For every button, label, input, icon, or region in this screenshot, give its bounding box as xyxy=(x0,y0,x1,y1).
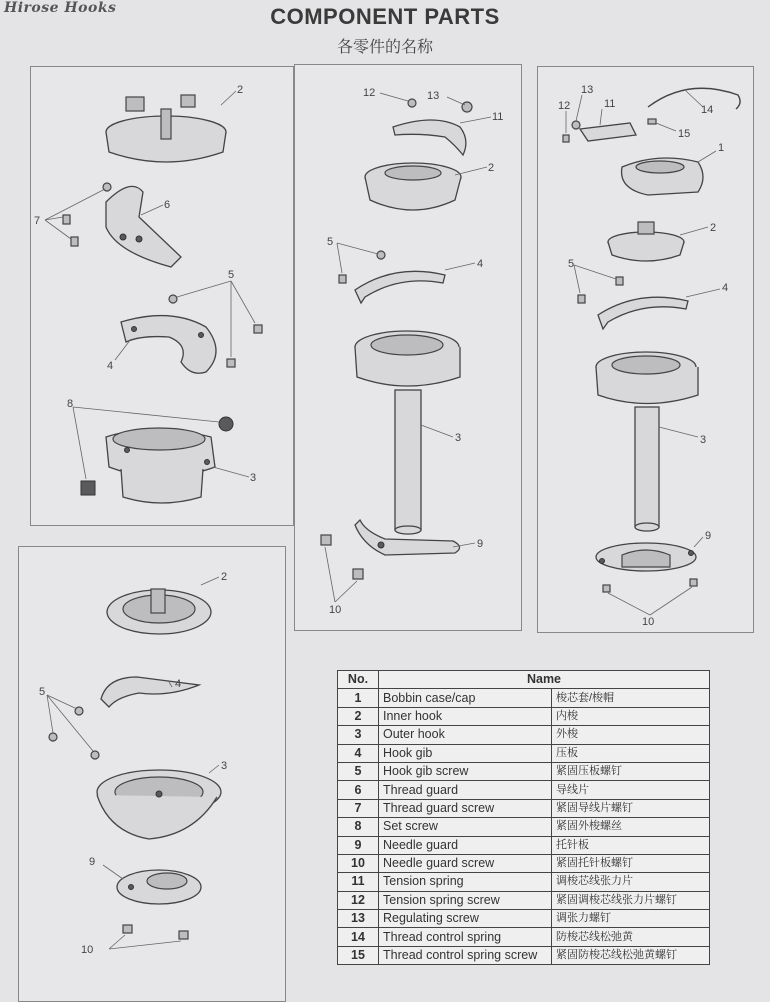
part-name-en: Set screw xyxy=(379,818,552,836)
part-name-en: Needle guard xyxy=(379,836,552,854)
inner-hook-drawing xyxy=(106,95,226,162)
table-row xyxy=(338,873,710,891)
table-row xyxy=(338,836,710,854)
table-row xyxy=(338,910,710,928)
callout-13: 13 xyxy=(581,84,594,96)
outer-hook-drawing xyxy=(355,331,460,534)
part-number: 1 xyxy=(338,689,379,707)
table-row xyxy=(338,707,710,725)
part-number: 3 xyxy=(338,726,379,744)
inner-hook-drawing xyxy=(608,222,684,261)
callout-3: 3 xyxy=(455,432,462,444)
hook-gib-drawing xyxy=(121,316,216,374)
callout-10: 10 xyxy=(81,944,94,956)
outer-hook-drawing xyxy=(106,428,215,503)
part-name-cn: 内梭 xyxy=(552,707,710,725)
callout-15: 15 xyxy=(678,128,691,140)
part-name-cn: 紧固防梭芯线松弛黄螺钉 xyxy=(552,946,710,964)
callout-3: 3 xyxy=(700,434,707,446)
part-name-en: Thread guard xyxy=(379,781,552,799)
callout-12: 12 xyxy=(363,87,376,99)
part-name-cn: 调张力螺钉 xyxy=(552,910,710,928)
hook-gib-drawing xyxy=(101,677,199,707)
part-number: 11 xyxy=(338,873,379,891)
part-number: 13 xyxy=(338,910,379,928)
part-number: 15 xyxy=(338,946,379,964)
callout-4: 4 xyxy=(175,678,182,690)
part-name-cn: 托针板 xyxy=(552,836,710,854)
part-number: 6 xyxy=(338,781,379,799)
callout-7: 7 xyxy=(34,215,41,227)
hook-gib-drawing xyxy=(598,297,688,329)
part-name-cn: 外梭 xyxy=(552,726,710,744)
part-name-en: Hook gib xyxy=(379,744,552,762)
diagram-panel-4 xyxy=(18,546,286,1002)
part-name-en: Thread guard screw xyxy=(379,799,552,817)
outer-hook-drawing xyxy=(596,352,698,531)
tension-spring-drawing xyxy=(393,120,466,155)
callout-4: 4 xyxy=(477,258,484,270)
part-name-cn: 调梭芯线张力片 xyxy=(552,873,710,891)
column-header-no: No. xyxy=(338,671,379,689)
callout-9: 9 xyxy=(705,530,712,542)
table-row xyxy=(338,781,710,799)
callout-11: 11 xyxy=(604,98,616,110)
part-number: 2 xyxy=(338,707,379,725)
callout-3: 3 xyxy=(250,472,257,484)
part-number: 10 xyxy=(338,854,379,872)
callout-12: 12 xyxy=(558,100,571,112)
callout-2: 2 xyxy=(488,162,495,174)
callout-8: 8 xyxy=(67,398,74,410)
table-row xyxy=(338,946,710,964)
callout-14: 14 xyxy=(701,104,714,116)
page-title: COMPONENT PARTS xyxy=(270,4,500,29)
table-row xyxy=(338,854,710,872)
part-name-en: Tension spring screw xyxy=(379,891,552,909)
part-name-en: Inner hook xyxy=(379,707,552,725)
part-name-cn: 紧固托针板螺钉 xyxy=(552,854,710,872)
part-name-cn: 梭芯套/梭帽 xyxy=(552,689,710,707)
callout-4: 4 xyxy=(107,360,114,372)
part-name-en: Outer hook xyxy=(379,726,552,744)
part-name-en: Tension spring xyxy=(379,873,552,891)
column-header-name: Name xyxy=(379,671,710,689)
part-name-cn: 紧固压板螺钉 xyxy=(552,762,710,780)
thread-guard-screws xyxy=(63,183,111,246)
part-number: 8 xyxy=(338,818,379,836)
part-number: 5 xyxy=(338,762,379,780)
callout-9: 9 xyxy=(477,538,484,550)
part-name-en: Regulating screw xyxy=(379,910,552,928)
needle-guard-drawing xyxy=(117,870,201,904)
part-name-cn: 紧固外梭螺丝 xyxy=(552,818,710,836)
needle-guard-drawing xyxy=(596,543,696,571)
part-name-cn: 防梭芯线松弛黄 xyxy=(552,928,710,946)
table-row xyxy=(338,818,710,836)
parts-table-body xyxy=(338,689,710,965)
part-name-en: Thread control spring screw xyxy=(379,946,552,964)
hook-gib-drawing xyxy=(355,271,445,303)
callout-3: 3 xyxy=(221,760,228,772)
callout-10: 10 xyxy=(642,616,655,628)
part-name-en: Thread control spring xyxy=(379,928,552,946)
callout-2: 2 xyxy=(221,571,228,583)
callout-10: 10 xyxy=(329,604,342,616)
table-row xyxy=(338,891,710,909)
callout-13: 13 xyxy=(427,90,440,102)
callout-9: 9 xyxy=(89,856,96,868)
part-number: 12 xyxy=(338,891,379,909)
part-number: 9 xyxy=(338,836,379,854)
callout-5: 5 xyxy=(568,258,575,270)
part-name-cn: 压板 xyxy=(552,744,710,762)
diagram-panel-2 xyxy=(294,64,522,631)
exploded-view-2 xyxy=(295,65,521,630)
table-row xyxy=(338,762,710,780)
bobbin-case-drawing xyxy=(622,158,703,195)
parts-table xyxy=(337,670,710,965)
table-row xyxy=(338,799,710,817)
diagram-panel-3 xyxy=(537,66,754,633)
table-row xyxy=(338,689,710,707)
exploded-view-3 xyxy=(538,67,753,632)
callout-5: 5 xyxy=(327,236,334,248)
part-name-cn: 导线片 xyxy=(552,781,710,799)
diagram-panel-1 xyxy=(30,66,294,526)
table-row xyxy=(338,726,710,744)
page-subtitle: 各零件的名称 xyxy=(336,37,433,56)
callout-11: 11 xyxy=(492,111,504,123)
callout-5: 5 xyxy=(39,686,46,698)
part-number: 4 xyxy=(338,744,379,762)
part-number: 14 xyxy=(338,928,379,946)
callout-5: 5 xyxy=(228,269,235,281)
table-row xyxy=(338,744,710,762)
part-name-cn: 紧固导线片螺钉 xyxy=(552,799,710,817)
exploded-view-4 xyxy=(19,547,285,1001)
exploded-view-1 xyxy=(31,67,293,525)
table-row xyxy=(338,928,710,946)
table-header-row xyxy=(338,671,710,689)
part-name-en: Hook gib screw xyxy=(379,762,552,780)
part-name-cn: 紧固调梭芯线张力片螺钉 xyxy=(552,891,710,909)
part-name-en: Needle guard screw xyxy=(379,854,552,872)
callout-6: 6 xyxy=(164,199,171,211)
brand-logo: Hirose Hooks xyxy=(4,0,117,16)
callout-2: 2 xyxy=(710,222,717,234)
outer-hook-drawing xyxy=(97,770,221,839)
tension-spring-drawing xyxy=(580,123,636,141)
callout-4: 4 xyxy=(722,282,729,294)
inner-hook-drawing xyxy=(107,589,211,634)
callout-1: 1 xyxy=(718,142,725,154)
part-number: 7 xyxy=(338,799,379,817)
callout-2: 2 xyxy=(237,84,244,96)
part-name-en: Bobbin case/cap xyxy=(379,689,552,707)
inner-hook-drawing xyxy=(365,163,461,210)
